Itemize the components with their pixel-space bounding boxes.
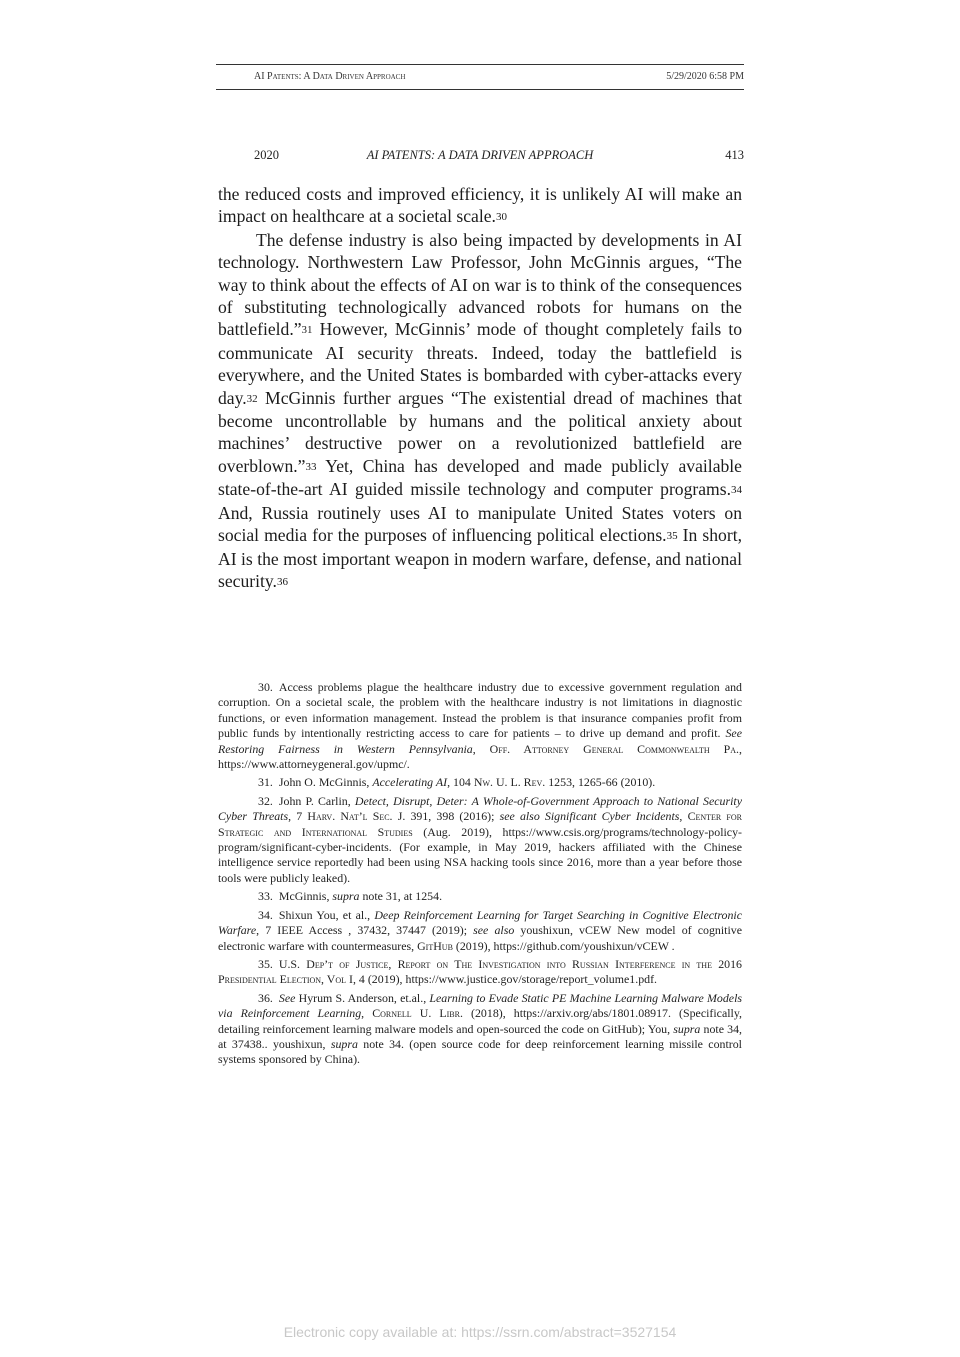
page-header-title: AI PATENTS: A DATA DRIVEN APPROACH [366, 148, 594, 162]
footnote-number: 34. [258, 907, 273, 922]
footnote-number: 30. [258, 680, 273, 694]
footnote-text: 1253, 1265-66 (2010). [545, 775, 656, 790]
footnote-text: , 104 [447, 775, 474, 790]
main-text [218, 183, 742, 593]
footnote-number: 32. [258, 793, 273, 808]
footnote-number: 35. [258, 956, 273, 971]
ssrn-watermark: Electronic copy available at: https://ssrn.com/abstract=3527154 [283, 1324, 677, 1340]
footnote-text: note 34, at 37438.. youshixun, [218, 1021, 742, 1051]
footnote-31 [218, 775, 742, 790]
footnote-text: , 7 IEEE Access , 37432, 37447 (2019); [256, 923, 474, 938]
footnote-text: Shixun You, et al., [278, 907, 375, 922]
paragraph-2-sentence: Yet, China has developed and made publicly available state-of-the-art AI guided missile technology and computer programs. [218, 455, 742, 500]
footnote-30 [218, 680, 742, 772]
footnote-text: Detect, Disrupt, Deter: A Whole-of-Government Approach to National Security Cyber Threats [218, 793, 742, 824]
running-header [216, 64, 744, 90]
footnote-text: Deep Reinforcement Learning for Target Searching in Cognitive Electronic Warfare [218, 907, 742, 938]
page-header [216, 148, 744, 166]
footnote-text: McGinnis, [278, 889, 333, 904]
footnote-link[interactable]: , 4 (2019), https://www.justice.gov/storage/report_volume1.pdf. [352, 972, 658, 987]
footnote-text: note 31, at 1254. [359, 889, 443, 904]
footnote-number: 33. [258, 889, 273, 904]
footnote-text: See Restoring Fairness in Western Pennsylvania [218, 726, 742, 756]
page-header-year: 2020 [254, 148, 279, 162]
footnote-ref-33[interactable]: 33 [305, 460, 317, 473]
footnote-text: , [679, 809, 688, 824]
footnote-text: , [361, 1006, 373, 1021]
footnote-ref-30[interactable]: 30 [495, 211, 507, 224]
footnote-ref-31[interactable]: 31 [301, 324, 313, 337]
footnote-text: Harv. Nat’l Sec. [307, 809, 393, 824]
footnote-text: GitHub [417, 938, 453, 953]
page-number: 413 [725, 148, 744, 162]
footnote-text: Access problems plague the healthcare industry due to excessive government regulation and corruption. On a societal scale, the problem with the healthcare industry is not limitations in diagnostic functions, or even information management. Instead the problem is that insurance companies profit from public funds by intentionally restricting access to care for patients – to drive up demand and profit. [218, 680, 742, 741]
footnote-text: see also Significant Cyber Incidents [499, 809, 680, 824]
footnotes [218, 680, 742, 1071]
footnote-text: Nw. U. L. Rev. [473, 775, 546, 790]
paragraph-1 [218, 183, 742, 229]
footnote-ref-35[interactable]: 35 [666, 530, 678, 543]
footnote-ref-36[interactable]: 36 [276, 575, 288, 588]
footnote-link[interactable]: (2018), https://arxiv.org/abs/1801.08917. (Specifically, detailing reinforcement learning malware models and open-sourced the code on GitHub); You, [218, 1006, 742, 1036]
running-header-title: AI Patents: A Data Driven Approach [254, 71, 406, 82]
footnote-link[interactable]: (2019), https://github.com/youshixun/vCEW . [452, 938, 675, 953]
footnote-text: Hyrum S. Anderson, et.al., [295, 990, 430, 1005]
footnote-text: U.S. Dep’t of Justice, Report on The Investigation into Russian Interference in the 2016 Presidential Election, Vol I [218, 956, 742, 987]
footnote-text: Off. Attorney General Commonwealth Pa. [489, 741, 739, 756]
running-header-date: 5/29/2020 6:58 PM [666, 71, 744, 82]
paragraph-2-sentence: In short, AI is the most important weapon in modern warfare, defense, and national security. [218, 525, 742, 591]
paragraph-2-sentence: McGinnis further argues “The existential dread of machines that become uncontrollable by humans and the political anxiety about machines’ destructive power on a revolutionized battlefield are overblown.” [218, 387, 742, 476]
footnote-text: Center for Strategic and International Studies [218, 809, 742, 839]
footnote-text: John P. Carlin, [278, 793, 355, 808]
paragraph-2-sentence: However, McGinnis’ mode of thought completely fails to communicate AI security threats. Indeed, today the battlefield is everywhere, and the United States is bombarded with cyber-attacks every day. [218, 319, 742, 408]
footnote-text: See [278, 990, 296, 1005]
footnote-ref-34[interactable]: 34 [731, 484, 742, 497]
footnote-number: 31. [258, 775, 273, 790]
footnote-text: John O. McGinnis, [278, 775, 373, 790]
footnote-text: note 34. (open source code for deep reinforcement learning missile control systems sponsored by China). [218, 1036, 742, 1067]
footnote-link[interactable]: (Aug. 2019), https://www.csis.org/programs/technology-policy-program/significant-cyber-incidents. (For example, in May 2019, hackers affiliated with the Chinese intelligence service reportedly had been using NSA hacking tools since 2016, more than a year before those tools were publicly leaked). [218, 824, 742, 885]
footnote-33 [218, 889, 742, 904]
paragraph-1-text: the reduced costs and improved efficiency, it is unlikely AI will make an impact on healthcare at a societal scale. [218, 184, 742, 227]
paragraph-2-sentence: The defense industry is also being impacted by developments in AI technology. Northwestern Law Professor, John McGinnis argues, “The way to think about the effects of AI on war is to think of the consequences of substituting technologically advanced robots for humans on the battlefield.” [218, 229, 742, 340]
footnote-36 [218, 991, 742, 1068]
footnote-text: Cornell U. Libr. [372, 1006, 463, 1021]
footnote-link[interactable]: , https://www.attorneygeneral.gov/upmc/. [218, 741, 742, 772]
footnote-35 [218, 957, 742, 988]
paragraph-2 [218, 229, 742, 594]
footnote-text: , 7 [288, 809, 308, 824]
footnote-text: supra [332, 889, 360, 904]
footnote-34 [218, 908, 742, 954]
footnote-text: Accelerating AI [372, 775, 448, 790]
footnote-text: supra [673, 1021, 701, 1036]
paragraph-2-sentence: And, Russia routinely uses AI to manipulate United States voters on social media for the purposes of influencing political elections. [218, 502, 742, 546]
footnote-text: J. 391, 398 (2016); [392, 809, 500, 824]
footnote-text: Learning to Evade Static PE Machine Learning Malware Models via Reinforcement Learning [218, 990, 743, 1021]
footnote-32 [218, 794, 742, 886]
footnote-text: see also [473, 923, 515, 938]
footnote-text: youshixun, vCEW New model of cognitive electronic warfare with countermeasures, [218, 923, 742, 953]
footnote-text: supra [330, 1036, 358, 1051]
footnote-text: , [472, 741, 490, 756]
footnote-number: 36. [258, 990, 273, 1005]
footnote-ref-32[interactable]: 32 [246, 392, 258, 405]
